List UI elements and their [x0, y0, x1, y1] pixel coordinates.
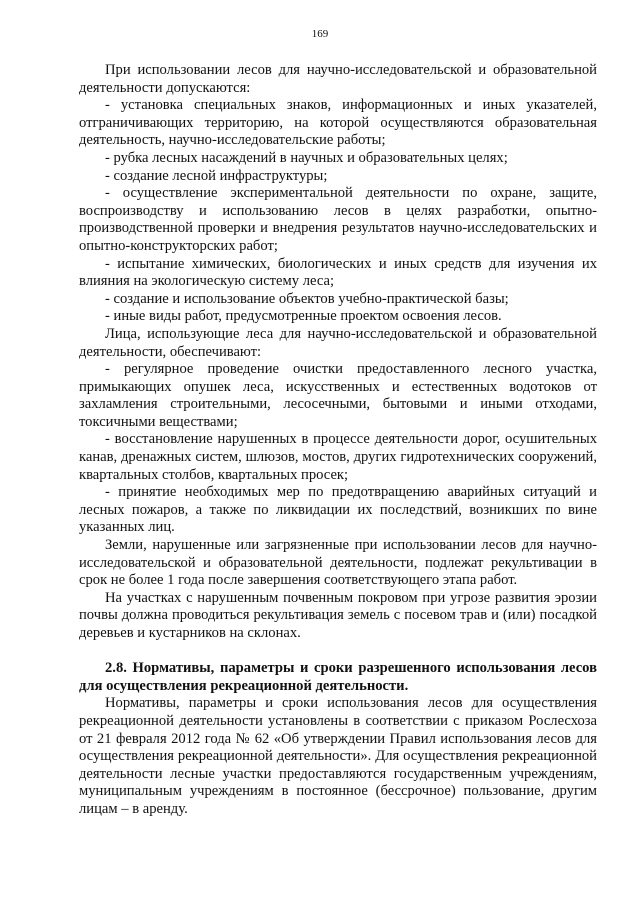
list-item: - принятие необходимых мер по предотвращению аварийных ситуаций и лесных пожаров, а также по ликвидации их последствий, возникших по вине указанных лиц. [79, 484, 597, 536]
section-heading: 2.8. Нормативы, параметры и сроки разрешенного использования лесов для осуществления рекреационной деятельности. [79, 660, 597, 694]
paragraph: Лица, использующие леса для научно-исследовательской и образовательной деятельности, обеспечивают: [79, 325, 597, 360]
list-item: - иные виды работ, предусмотренные проектом освоения лесов. [105, 308, 502, 325]
list-item: - регулярное проведение очистки предоставленного лесного участка, примыкающих опушек леса, искусственных и естественных водотоков от захламления строительными, лесосечными, бытовыми и иными отходами, токсичными веществами; [79, 361, 597, 430]
paragraph: На участках с нарушенным почвенным покровом при угрозе развития эрозии почвы должна проводиться рекультивация земель с посевом трав и (или) посадкой деревьев и кустарников на склонах. [79, 589, 597, 641]
document-body [79, 62, 597, 819]
list-item: - рубка лесных насаждений в научных и образовательных целях; [105, 149, 508, 166]
paragraph: При использовании лесов для научно-исследовательской и образовательной деятельности допускаются: [79, 62, 597, 96]
list-item: - создание и использование объектов учебно-практической базы; [105, 290, 509, 307]
list-item: - восстановление нарушенных в процессе деятельности дорог, осушительных канав, дренажных систем, шлюзов, мостов, других гидротехнических сооружений, квартальных столбов, квартальных просек; [79, 431, 597, 483]
paragraph: Нормативы, параметры и сроки использования лесов для осуществления рекреационной деятельности установлены в соответствии с приказом Рослесхоза от 21 февраля 2012 года № 62 «Об утверждении Правил использования лесов для осуществления рекреационной деятельности». Для осуществления рекреационной деятельности лесные участки предоставляются государственным учреждениям, муниципальным учреждениям в постоянное (бессрочное) пользование, другим лицам – в аренду. [79, 695, 597, 817]
list-item: - установка специальных знаков, информационных и иных указателей, отграничивающих территорию, на которой осуществляются образовательная деятельность, научно-исследовательские работы; [79, 97, 597, 149]
list-item: - испытание химических, биологических и иных средств для изучения их влияния на экологическую систему леса; [79, 255, 597, 290]
spacer [79, 643, 597, 661]
list-item: - осуществление экспериментальной деятельности по охране, защите, воспроизводству и использованию лесов в целях разработки, опытно-производственной проверки и внедрения результатов научно-исследовательских и опытно-конструкторских работ; [79, 185, 597, 254]
page-number: 169 [311, 28, 329, 40]
list-item: - создание лесной инфраструктуры; [105, 167, 328, 184]
paragraph: Земли, нарушенные или загрязненные при использовании лесов для научно-исследовательской и образовательной деятельности, подлежат рекультивации в срок не более 1 года после завершения соответствующего этапа работ. [79, 537, 597, 589]
